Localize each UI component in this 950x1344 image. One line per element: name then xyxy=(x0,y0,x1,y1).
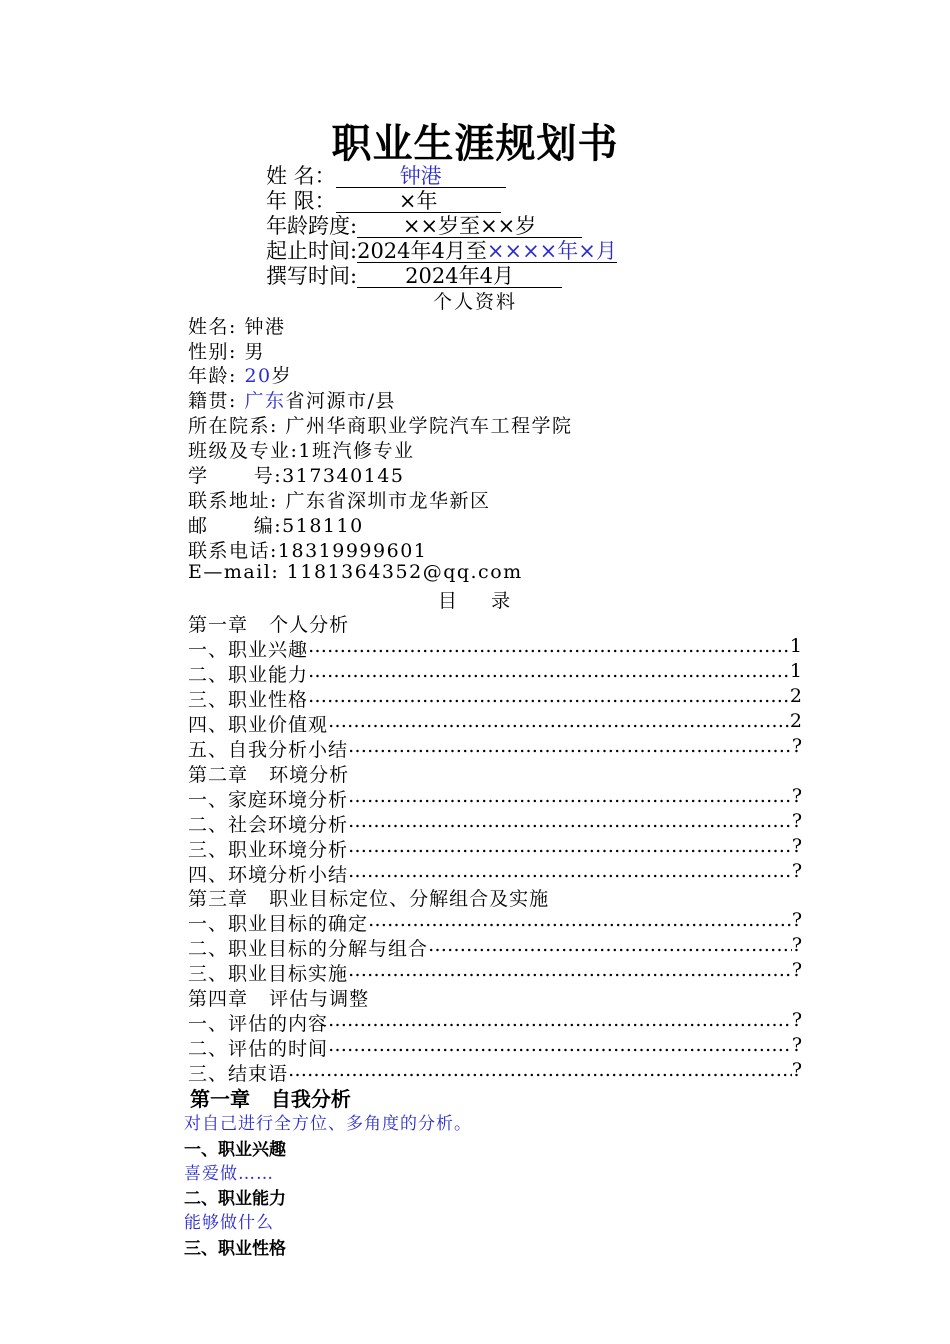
toc-leader-dots xyxy=(348,735,792,762)
cover-period-label: 起止时间: xyxy=(266,239,358,263)
toc-leader-dots xyxy=(348,959,792,986)
toc-entry[interactable] xyxy=(188,959,803,986)
toc-entry-page: ? xyxy=(791,785,803,807)
cover-term-label: 年 限： xyxy=(266,189,336,213)
profile-gender: 性别: 男 xyxy=(188,341,265,363)
toc-leader-dots xyxy=(308,635,790,662)
toc-entry-page: ? xyxy=(791,1009,803,1031)
toc-entry-page: ? xyxy=(791,1034,803,1056)
toc-entry[interactable] xyxy=(188,934,803,961)
toc-entry[interactable] xyxy=(188,710,803,737)
toc-entry[interactable] xyxy=(188,835,803,862)
toc-entry-page: ? xyxy=(791,860,803,882)
cover-age-value: ××岁至××岁 xyxy=(357,215,582,238)
profile-origin-label: 籍贯: xyxy=(188,390,245,412)
cover-term-value: ×年 xyxy=(336,190,501,213)
toc-entry-title: 三、职业性格 xyxy=(188,689,309,711)
profile-origin-rest: 省河源市/县 xyxy=(285,390,396,412)
toc-chapter-4: 第四章 评估与调整 xyxy=(188,988,370,1010)
toc-entry-page: ? xyxy=(791,835,803,857)
toc-entry-title: 二、评估的时间 xyxy=(188,1038,329,1060)
toc-entry[interactable] xyxy=(188,1009,803,1036)
toc-chapter-2: 第二章 环境分析 xyxy=(188,764,350,786)
profile-age-label: 年龄: xyxy=(188,365,245,387)
toc-leader-dots xyxy=(368,909,792,936)
cover-name-value: 钟港 xyxy=(336,165,506,188)
toc-entry-title: 二、职业目标的分解与组合 xyxy=(188,938,429,960)
toc-leader-dots xyxy=(348,810,792,837)
toc-entry-page: ? xyxy=(791,1059,803,1081)
profile-age-value: 20 xyxy=(244,365,272,387)
toc-entry-page: ? xyxy=(791,959,803,981)
profile-name: 姓名: 钟港 xyxy=(188,316,286,338)
toc-entry[interactable] xyxy=(188,635,803,662)
toc-entry[interactable] xyxy=(188,685,803,712)
toc-entry-title: 四、职业价值观 xyxy=(188,714,329,736)
toc-entry-page: 2 xyxy=(789,685,803,707)
toc-entry-page: 1 xyxy=(789,660,803,682)
toc-entry-title: 一、职业目标的确定 xyxy=(188,913,369,935)
toc-leader-dots xyxy=(328,1009,792,1036)
toc-leader-dots xyxy=(308,660,790,687)
cover-period-start: 2024年4月至 xyxy=(357,239,487,263)
toc-entry-title: 三、结束语 xyxy=(188,1063,289,1085)
profile-student-no: 学 号:317340145 xyxy=(188,465,405,487)
toc-entry[interactable] xyxy=(188,909,803,936)
toc-leader-dots xyxy=(348,835,792,862)
toc-leader-dots xyxy=(348,785,792,812)
profile-origin xyxy=(188,386,396,413)
chapter-1-title: 第一章 自我分析 xyxy=(190,1087,351,1111)
section-1-title: 一、职业兴趣 xyxy=(184,1140,286,1160)
section-2-title: 二、职业能力 xyxy=(184,1189,286,1209)
toc-entry-title: 一、职业兴趣 xyxy=(188,639,309,661)
chapter-1-intro: 对自己进行全方位、多角度的分析。 xyxy=(184,1114,472,1134)
toc-entry[interactable] xyxy=(188,785,803,812)
toc-leader-dots xyxy=(288,1059,792,1086)
profile-phone: 联系电话:18319999601 xyxy=(188,540,428,562)
toc-entry-page: ? xyxy=(791,909,803,931)
toc-chapter-3: 第三章 职业目标定位、分解组合及实施 xyxy=(188,888,550,910)
toc-leader-dots xyxy=(348,860,792,887)
profile-heading: 个人资料 xyxy=(432,291,517,313)
toc-entry-title: 四、环境分析小结 xyxy=(188,864,349,886)
toc-entry[interactable] xyxy=(188,860,803,887)
toc-leader-dots xyxy=(428,934,792,961)
toc-entry[interactable] xyxy=(188,1034,803,1061)
toc-entry-title: 三、职业环境分析 xyxy=(188,839,349,861)
toc-leader-dots xyxy=(328,1034,792,1061)
toc-entry-title: 二、职业能力 xyxy=(188,664,309,686)
toc-entry-page: ? xyxy=(791,810,803,832)
profile-postcode: 邮 编:518110 xyxy=(188,515,364,537)
cover-age-label: 年龄跨度: xyxy=(266,214,358,238)
profile-department: 所在院系: 广州华商职业学院汽车工程学院 xyxy=(188,415,573,437)
section-2-text: 能够做什么 xyxy=(184,1213,274,1233)
toc-entry-page: ? xyxy=(791,934,803,956)
profile-email: E—mail: 1181364352@qq.com xyxy=(188,561,523,583)
toc-entry-title: 一、家庭环境分析 xyxy=(188,789,349,811)
cover-written-label: 撰写时间: xyxy=(266,264,358,288)
toc-entry-title: 五、自我分析小结 xyxy=(188,739,349,761)
section-3-title: 三、职业性格 xyxy=(184,1239,286,1259)
profile-age-unit: 岁 xyxy=(271,365,293,387)
toc-leader-dots xyxy=(308,685,790,712)
toc-entry-title: 一、评估的内容 xyxy=(188,1013,329,1035)
toc-entry[interactable] xyxy=(188,810,803,837)
document-title: 职业生涯规划书 xyxy=(331,121,619,167)
profile-origin-province: 广东 xyxy=(244,390,286,412)
toc-entry[interactable] xyxy=(188,660,803,687)
toc-entry[interactable] xyxy=(188,1059,803,1086)
cover-name-label: 姓 名： xyxy=(266,164,336,188)
profile-address: 联系地址: 广东省深圳市龙华新区 xyxy=(188,490,491,512)
cover-period-end: ××××年×月 xyxy=(486,239,617,263)
toc-leader-dots xyxy=(328,710,790,737)
profile-class-major: 班级及专业:1班汽修专业 xyxy=(188,440,415,462)
section-1-text: 喜爱做…… xyxy=(184,1164,274,1184)
toc-chapter-1: 第一章 个人分析 xyxy=(188,614,350,636)
toc-entry-page: 1 xyxy=(789,635,803,657)
toc-entry-page: 2 xyxy=(789,710,803,732)
cover-written-row xyxy=(266,260,562,290)
toc-entry-title: 三、职业目标实施 xyxy=(188,963,349,985)
toc-entry-title: 二、社会环境分析 xyxy=(188,814,349,836)
profile-age xyxy=(188,361,292,388)
cover-written-value: 2024年4月 xyxy=(357,265,562,288)
toc-entry[interactable] xyxy=(188,735,803,762)
toc-heading: 目 录 xyxy=(437,590,513,612)
toc-entry-page: ? xyxy=(791,735,803,757)
